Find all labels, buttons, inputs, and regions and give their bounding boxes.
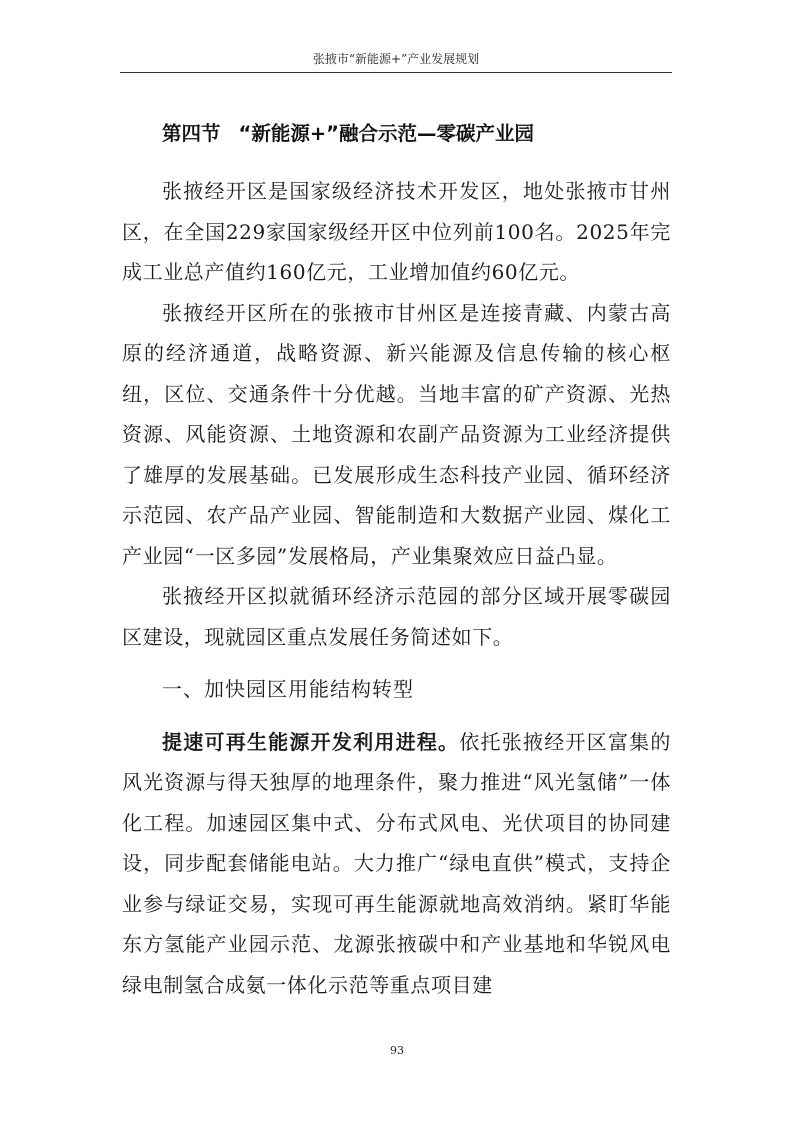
section-title: [162, 120, 534, 148]
subsection-heading: 一、加快园区用能结构转型: [162, 677, 414, 701]
running-header: 张掖市“新能源+”产业发展规划: [120, 50, 672, 73]
paragraph-location: 张掖经开区所在的张掖市甘州区是连接青藏、内蒙古高原的经济通道，战略资源、新兴能源及信息传输的核心枢纽，区位、交通条件十分优越。当地丰富的矿产资源、光热资源、风能资源、土地资源和农副产品资源为工业经济提供了雄厚的发展基础。已发展形成生态科技产业园、循环经济示范园、农产品产业园、智能制造和大数据产业园、煤化工产业园“一区多园”发展格局，产业集聚效应日益凸显。: [122, 300, 671, 568]
body-text: [122, 171, 671, 1005]
task-body: 依托张掖经开区富集的风光资源与得天独厚的地理条件，聚力推进“风光氢储”一体化工程。加速园区集中式、分布式风电、光伏项目的协同建设，同步配套储能电站。大力推广“绿电直供”模式，支持企业参与绿证交易，实现可再生能源就地高效消纳。紧盯华能东方氢能产业园示范、龙源张掖碳中和产业基地和华锐风电绿电制氢合成氨一体化示范等重点项目建: [122, 729, 672, 997]
section-number: 第四节: [162, 122, 221, 145]
task-lead: 提速可再生能源开发利用进程。: [162, 729, 460, 754]
page-number: 93: [390, 1044, 404, 1057]
paragraph-plan: 张掖经开区拟就循环经济示范园的部分区域开展零碳园区建设，现就园区重点发展任务简述如下。: [122, 584, 671, 649]
section-title-text: “新能源+”融合示范—零碳产业园: [238, 122, 534, 145]
paragraph-intro: 张掖经开区是国家级经济技术开发区，地处张掖市甘州区，在全国229家国家级经开区中位列前100名。2025年完成工业总产值约160亿元，工业增加值约60亿元。: [122, 179, 671, 284]
paragraph-task: [122, 722, 671, 1006]
